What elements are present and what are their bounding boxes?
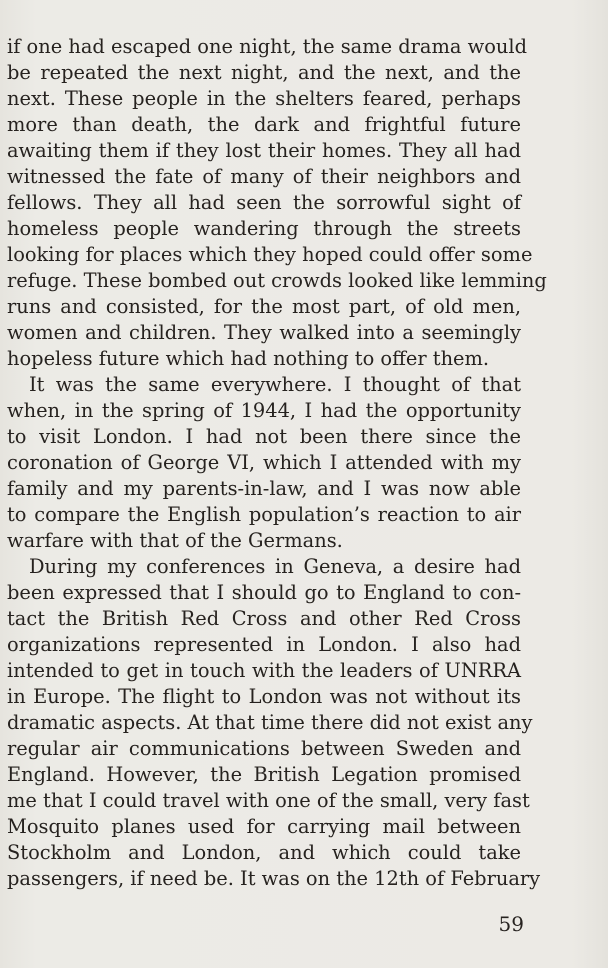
paragraph-start-line: It was the same everywhere. I thought of that [29, 373, 521, 396]
text-line: been expressed that I should go to England to con- [7, 581, 521, 604]
text-line: to visit London. I had not been there since the [7, 425, 521, 448]
text-line: coronation of George VI, which I attended with my [7, 451, 521, 474]
text-line: next. These people in the shelters feared, perhaps [7, 87, 521, 110]
text-line: homeless people wandering through the streets [7, 217, 521, 240]
page-number: 59 [498, 912, 524, 936]
text-line: Mosquito planes used for carrying mail between [7, 815, 521, 838]
text-line: organizations represented in London. I also had [7, 633, 521, 656]
text-line: when, in the spring of 1944, I had the opportunity [7, 399, 521, 422]
text-line: in Europe. The flight to London was not without its [7, 685, 521, 708]
text-line: passengers, if need be. It was on the 12th of February [7, 867, 541, 890]
text-line: awaiting them if they lost their homes. They all had [7, 139, 521, 162]
text-line: regular air communications between Sweden and [7, 737, 521, 760]
paragraph-end-line: warfare with that of the Germans. [7, 529, 343, 552]
text-line: fellows. They all had seen the sorrowful sight of [7, 191, 521, 214]
paragraph-end-line: hopeless future which had nothing to offer them. [7, 347, 490, 370]
text-line: witnessed the fate of many of their neighbors and [7, 165, 521, 188]
text-line: refuge. These bombed out crowds looked like lemming [7, 269, 547, 292]
text-line: intended to get in touch with the leaders of UNRRA [7, 659, 521, 682]
text-line: more than death, the dark and frightful future [7, 113, 521, 136]
body-text [7, 34, 547, 892]
text-line: dramatic aspects. At that time there did not exist any [7, 711, 533, 734]
text-line: tact the British Red Cross and other Red Cross [7, 607, 521, 630]
text-line: if one had escaped one night, the same drama would [7, 35, 527, 58]
text-line: me that I could travel with one of the small, very fast [7, 789, 530, 812]
text-line: Stockholm and London, and which could take [7, 841, 521, 864]
text-line: looking for places which they hoped could offer some [7, 243, 533, 266]
paragraph-start-line: During my conferences in Geneva, a desire had [29, 555, 521, 578]
text-line: be repeated the next night, and the next, and the [7, 61, 521, 84]
text-line: to compare the English population’s reaction to air [7, 503, 521, 526]
text-line: women and children. They walked into a seemingly [7, 321, 521, 344]
text-line: England. However, the British Legation promised [7, 763, 521, 786]
text-line: runs and consisted, for the most part, of old men, [7, 295, 521, 318]
text-line: family and my parents-in-law, and I was now able [7, 477, 521, 500]
